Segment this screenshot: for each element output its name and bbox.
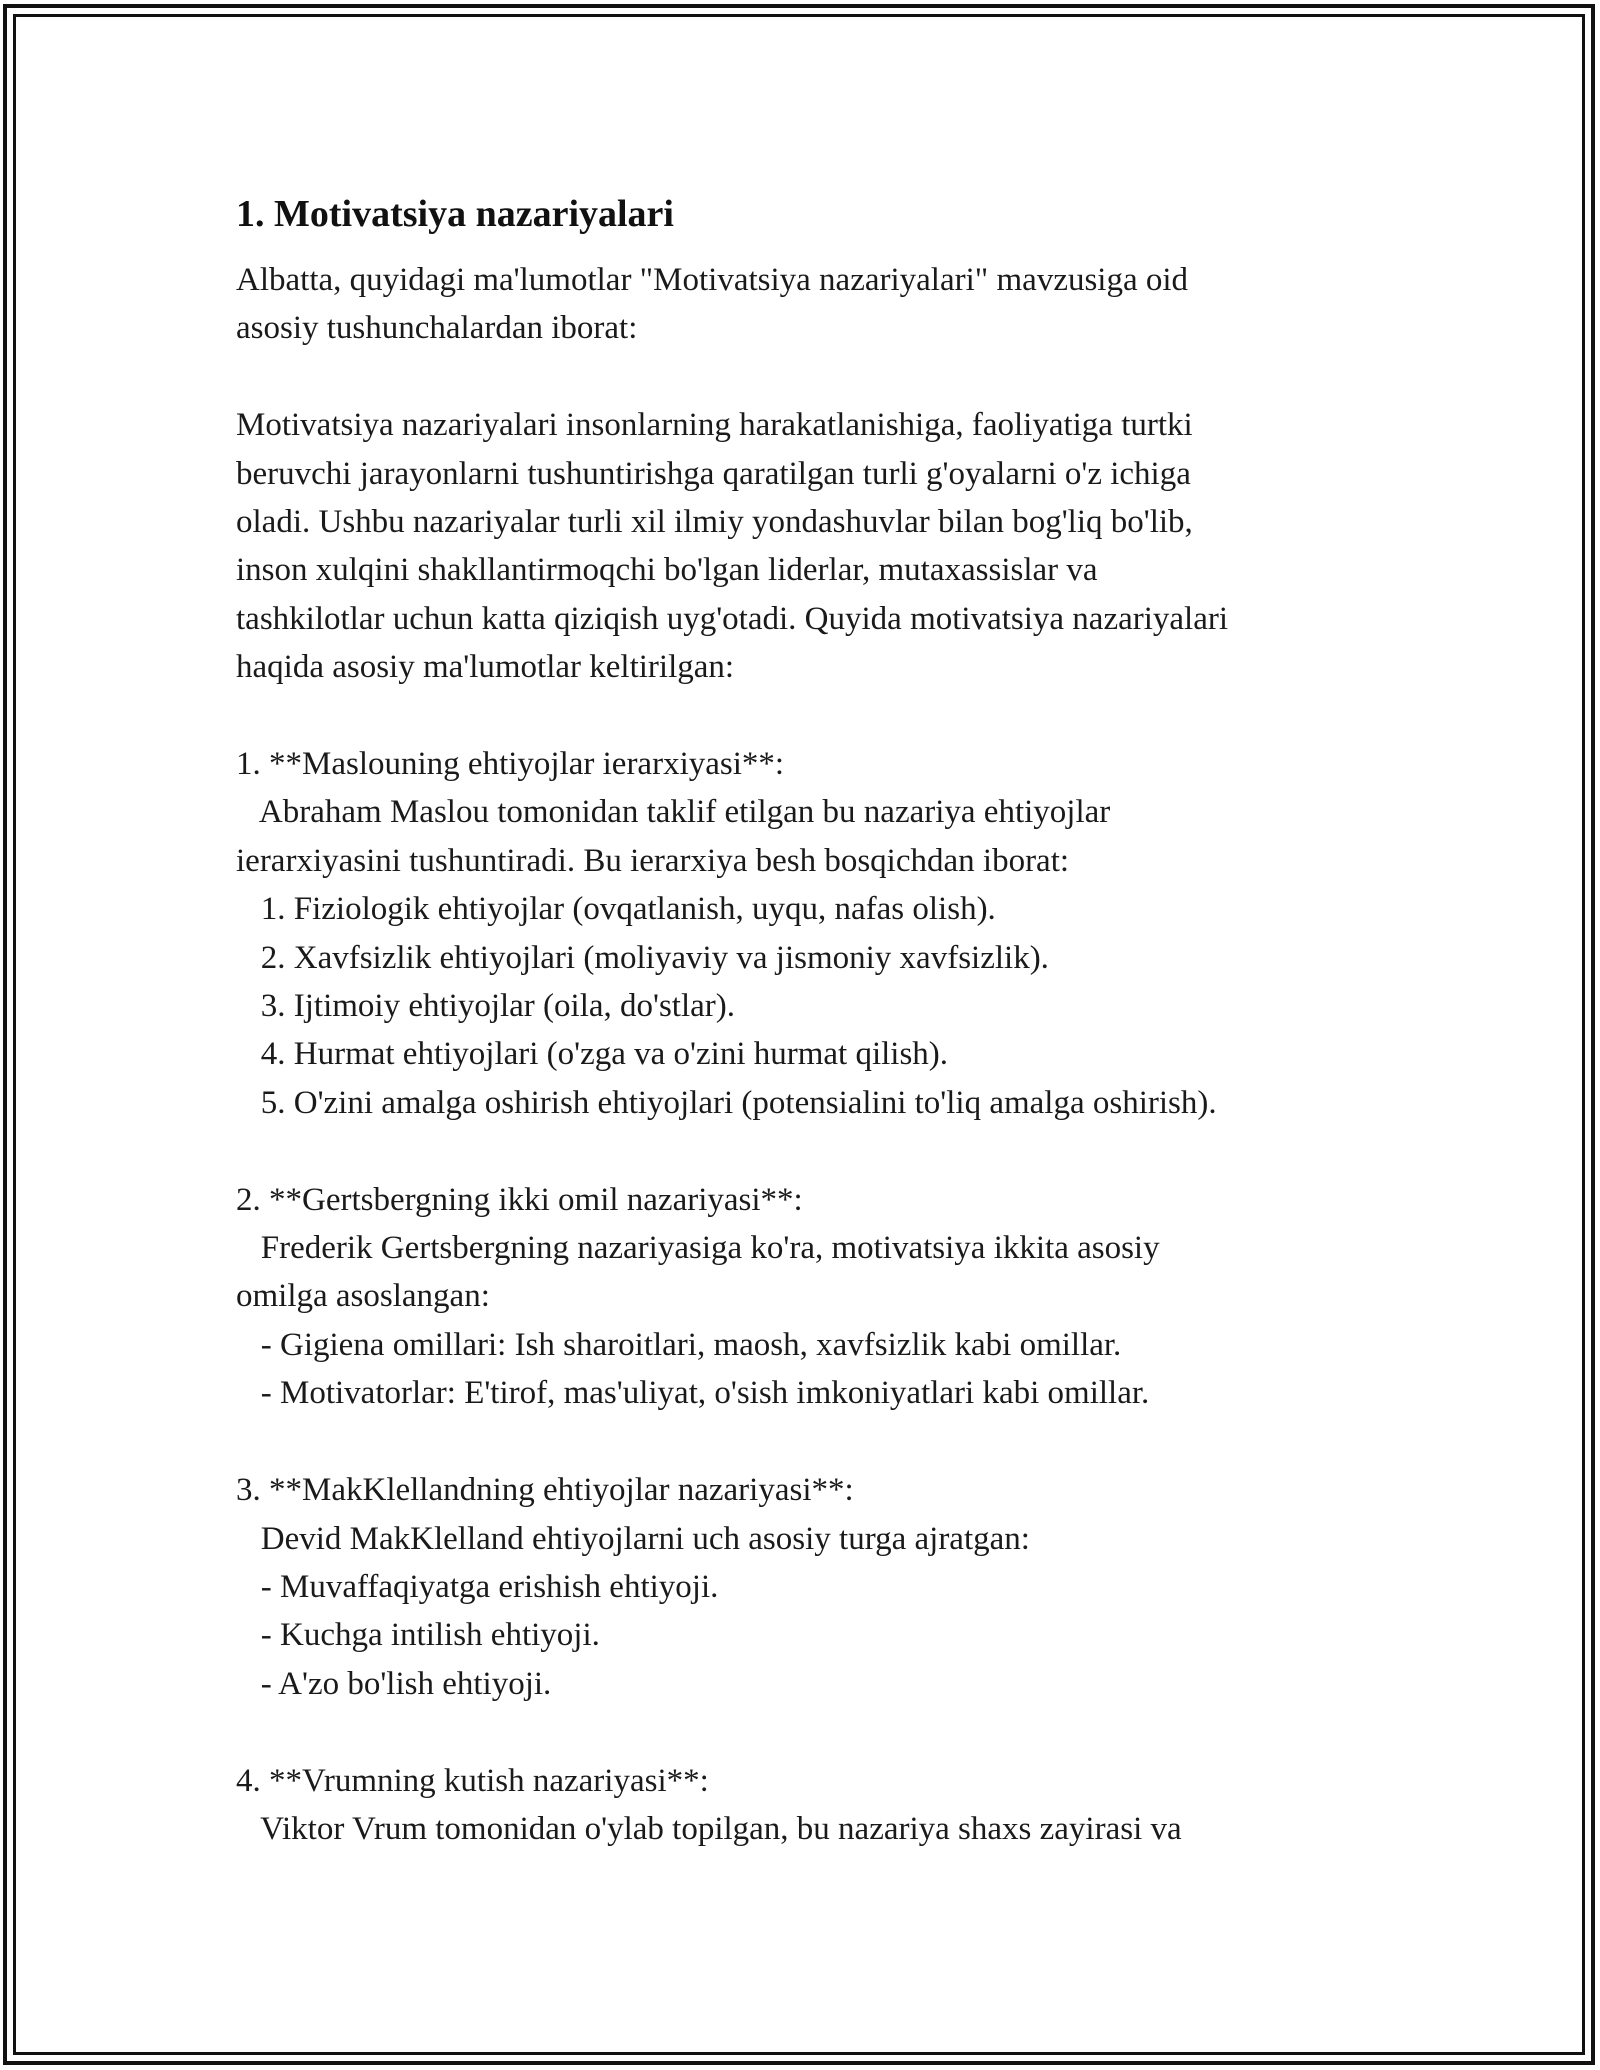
text-line: 3. Ijtimoiy ehtiyojlar (oila, do'stlar). <box>236 988 736 1025</box>
blank-line <box>236 1708 1416 1756</box>
blank-line <box>236 692 1416 740</box>
text-line: Viktor Vrum tomonidan o'ylab topilgan, bu nazariya shaxs zayirasi va <box>236 1810 1182 1847</box>
text-line: - A'zo bo'lish ehtiyoji. <box>236 1665 552 1702</box>
blank-line <box>236 1127 1416 1175</box>
text-line: 3. **MakKlellandning ehtiyojlar nazariyasi**: <box>236 1472 854 1509</box>
text-line: Frederik Gertsbergning nazariyasiga ko'ra, motivatsiya ikkita asosiy <box>236 1230 1160 1267</box>
text-line: Abraham Maslou tomonidan taklif etilgan bu nazariya ehtiyojlar <box>236 794 1111 831</box>
text-line: 1. Fiziologik ehtiyojlar (ovqatlanish, uyqu, nafas olish). <box>236 891 996 928</box>
text-line: haqida asosiy ma'lumotlar keltirilgan: <box>236 649 735 686</box>
text-line: ierarxiyasini tushuntiradi. Bu ierarxiya besh bosqichdan iborat: <box>236 842 1070 879</box>
document-title: 1. Motivatsiya nazariyalari <box>236 193 674 235</box>
text-line: 4. Hurmat ehtiyojlari (o'zga va o'zini hurmat qilish). <box>236 1036 949 1073</box>
text-line: asosiy tushunchalardan iborat: <box>236 310 638 347</box>
blank-line <box>236 1418 1416 1466</box>
text-line: - Kuchga intilish ehtiyoji. <box>236 1617 600 1654</box>
text-line: Motivatsiya nazariyalari insonlarning harakatlanishiga, faoliyatiga turtki <box>236 407 1193 444</box>
text-line: omilga asoslangan: <box>236 1278 490 1315</box>
text-line: Albatta, quyidagi ma'lumotlar "Motivatsiya nazariyalari" mavzusiga oid <box>236 262 1189 298</box>
blank-line <box>236 353 1416 401</box>
text-line: 2. Xavfsizlik ehtiyojlari (moliyaviy va jismoniy xavfsizlik). <box>236 939 1049 976</box>
text-line: - Gigiena omillari: Ish sharoitlari, maosh, xavfsizlik kabi omillar. <box>236 1326 1122 1363</box>
text-line: - Motivatorlar: E'tirof, mas'uliyat, o'sish imkoniyatlari kabi omillar. <box>236 1375 1150 1412</box>
text-line: - Muvaffaqiyatga erishish ehtiyoji. <box>236 1568 719 1605</box>
text-line: oladi. Ushbu nazariyalar turli xil ilmiy yondashuvlar bilan bog'liq bo'lib, <box>236 504 1193 541</box>
text-line: 5. O'zini amalga oshirish ehtiyojlari (potensialini to'liq amalga oshirish). <box>236 1084 1217 1121</box>
text-line: Devid MakKlelland ehtiyojlarni uch asosiy turga ajratgan: <box>236 1520 1030 1557</box>
text-line: tashkilotlar uchun katta qiziqish uyg'otadi. Quyida motivatsiya nazariyalari <box>236 600 1229 637</box>
text-line: 2. **Gertsbergning ikki omil nazariyasi**: <box>236 1181 803 1218</box>
document-text <box>236 256 1416 1853</box>
text-line: 1. **Maslouning ehtiyojlar ierarxiyasi**: <box>236 746 785 783</box>
text-line: inson xulqini shakllantirmoqchi bo'lgan liderlar, mutaxassislar va <box>236 552 1098 589</box>
text-line: beruvchi jarayonlarni tushuntirishga qaratilgan turli g'oyalarni o'z ichiga <box>236 455 1191 492</box>
text-line: 4. **Vrumning kutish nazariyasi**: <box>236 1762 709 1799</box>
document-body <box>236 186 1416 1853</box>
